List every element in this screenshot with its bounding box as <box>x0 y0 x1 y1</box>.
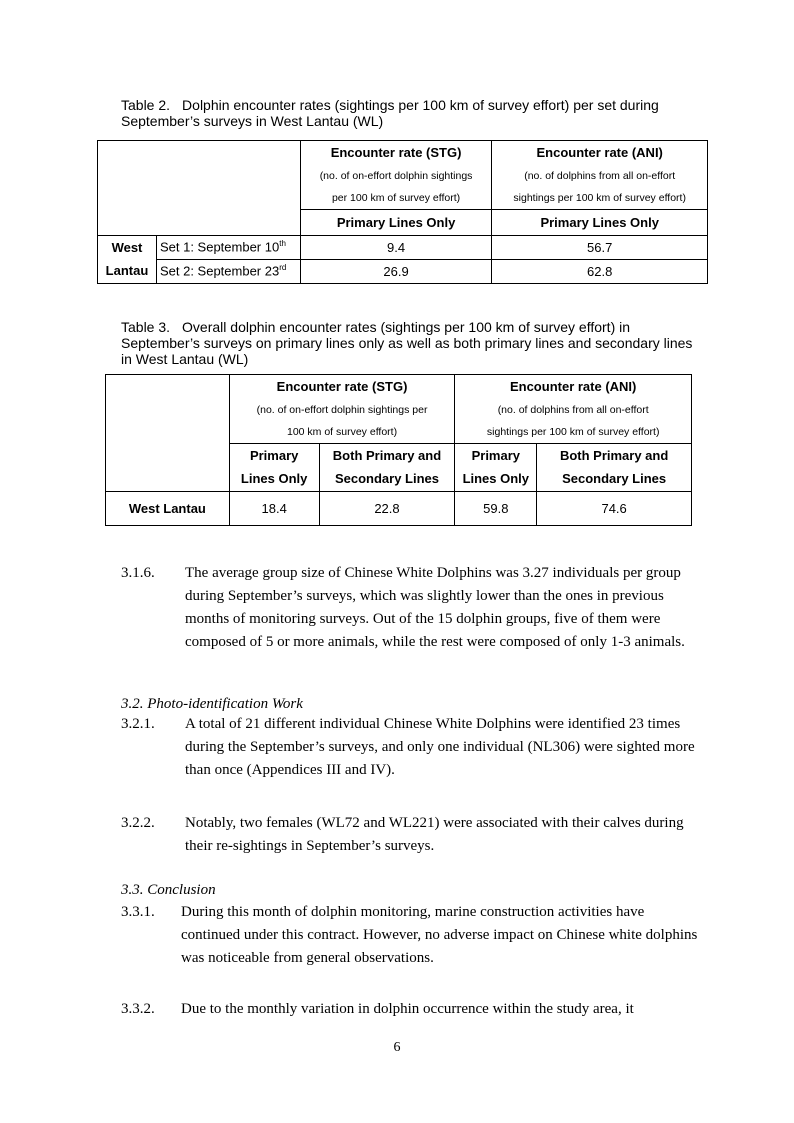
table2-caption-text: Dolphin encounter rates (sightings per 100 km of survey effort) per set during September’s surveys in West Lantau (WL) <box>121 97 659 129</box>
table2-caption <box>121 97 701 129</box>
table3-stg-both-l2: Secondary Lines <box>319 467 455 491</box>
paragraph-number: 3.3.2. <box>121 1001 155 1017</box>
table3-stg-title: Encounter rate (STG) <box>229 375 455 399</box>
table3-val-stg-primary: 18.4 <box>229 491 319 525</box>
table3-ani-primary-l2: Lines Only <box>455 467 537 491</box>
table2-empty-corner <box>98 141 301 236</box>
paragraph-text: Due to the monthly variation in dolphin occurrence within the study area, it <box>181 1001 634 1017</box>
table3-number: Table 3. <box>121 319 171 335</box>
table2-ani-primary: Primary Lines Only <box>492 209 708 235</box>
paragraph-3-3-2 <box>121 998 705 1021</box>
table2-ani-title: Encounter rate (ANI) <box>492 141 708 165</box>
paragraph-3-2-1 <box>121 713 705 783</box>
table2-number: Table 2. <box>121 97 171 113</box>
table3-stg-both-l1: Both Primary and <box>319 443 455 467</box>
table2-area-line2: Lantau <box>98 259 157 283</box>
table3-val-ani-both: 74.6 <box>537 491 692 525</box>
table3-ani-both-l2: Secondary Lines <box>537 467 692 491</box>
table2 <box>97 140 708 284</box>
table2-row1-stg: 9.4 <box>300 235 492 259</box>
table3-stg-primary-l2: Lines Only <box>229 467 319 491</box>
table2-row1-ani: 56.7 <box>492 235 708 259</box>
table2-row1-label: Set 1: September 10th <box>156 235 300 259</box>
table3-ani-both-l1: Both Primary and <box>537 443 692 467</box>
paragraph-3-3-1 <box>121 901 705 971</box>
table3-caption <box>121 319 701 367</box>
table3-stg-primary-l1: Primary <box>229 443 319 467</box>
table2-area-line1: West <box>98 235 157 259</box>
table3-ani-sub1: (no. of dolphins from all on-effort <box>455 399 692 421</box>
table2-stg-title: Encounter rate (STG) <box>300 141 492 165</box>
paragraph-number: 3.1.6. <box>121 565 155 581</box>
paragraph-text: The average group size of Chinese White Dolphins was 3.27 individuals per group during September’s surveys, which was slightly lower than the ones in previous months of monitoring surveys. Out of the 15 dolphin groups, five of them were composed of 5 or more animals, while the rest were composed of only 1-3 animals. <box>185 565 685 650</box>
table3-ani-primary-l1: Primary <box>455 443 537 467</box>
table2-row2-stg: 26.9 <box>300 259 492 283</box>
section-heading-3-3: 3.3. Conclusion <box>121 882 216 898</box>
table3-ani-title: Encounter rate (ANI) <box>455 375 692 399</box>
table2-stg-primary: Primary Lines Only <box>300 209 492 235</box>
paragraph-text: During this month of dolphin monitoring, marine construction activities have continued under this contract. However, no adverse impact on Chinese white dolphins was noticeable from general observations. <box>181 904 698 966</box>
table3-val-stg-both: 22.8 <box>319 491 455 525</box>
table2-row2-label: Set 2: September 23rd <box>156 259 300 283</box>
table3-caption-text: Overall dolphin encounter rates (sightings per 100 km of survey effort) in September’s surveys on primary lines only as well as both primary lines and secondary lines in West Lantau (WL) <box>121 319 693 367</box>
section-heading-3-2: 3.2. Photo-identification Work <box>121 696 303 712</box>
table2-ani-sub2: sightings per 100 km of survey effort) <box>492 187 708 210</box>
table2-stg-sub2: per 100 km of survey effort) <box>300 187 492 210</box>
paragraph-number: 3.2.1. <box>121 716 155 732</box>
table3-stg-sub2: 100 km of survey effort) <box>229 421 455 444</box>
table3-ani-sub2: sightings per 100 km of survey effort) <box>455 421 692 444</box>
table3-stg-sub1: (no. of on-effort dolphin sightings per <box>229 399 455 421</box>
paragraph-3-2-2 <box>121 812 705 858</box>
paragraph-3-1-6 <box>121 562 705 677</box>
paragraph-number: 3.3.1. <box>121 904 155 920</box>
table3-empty-corner <box>106 375 230 492</box>
table3-row-label: West Lantau <box>106 491 230 525</box>
paragraph-text: A total of 21 different individual Chinese White Dolphins were identified 23 times during the September’s surveys, and only one individual (NL306) were sighted more than once (Appendices III and IV). <box>185 716 695 778</box>
table3 <box>105 374 692 526</box>
table2-ani-sub1: (no. of dolphins from all on-effort <box>492 165 708 187</box>
paragraph-text: Notably, two females (WL72 and WL221) were associated with their calves during their re-sightings in September’s surveys. <box>185 815 684 854</box>
table3-val-ani-primary: 59.8 <box>455 491 537 525</box>
page-number: 6 <box>393 1040 401 1055</box>
paragraph-number: 3.2.2. <box>121 815 155 831</box>
table2-stg-sub1: (no. of on-effort dolphin sightings <box>300 165 492 187</box>
table2-row2-ani: 62.8 <box>492 259 708 283</box>
